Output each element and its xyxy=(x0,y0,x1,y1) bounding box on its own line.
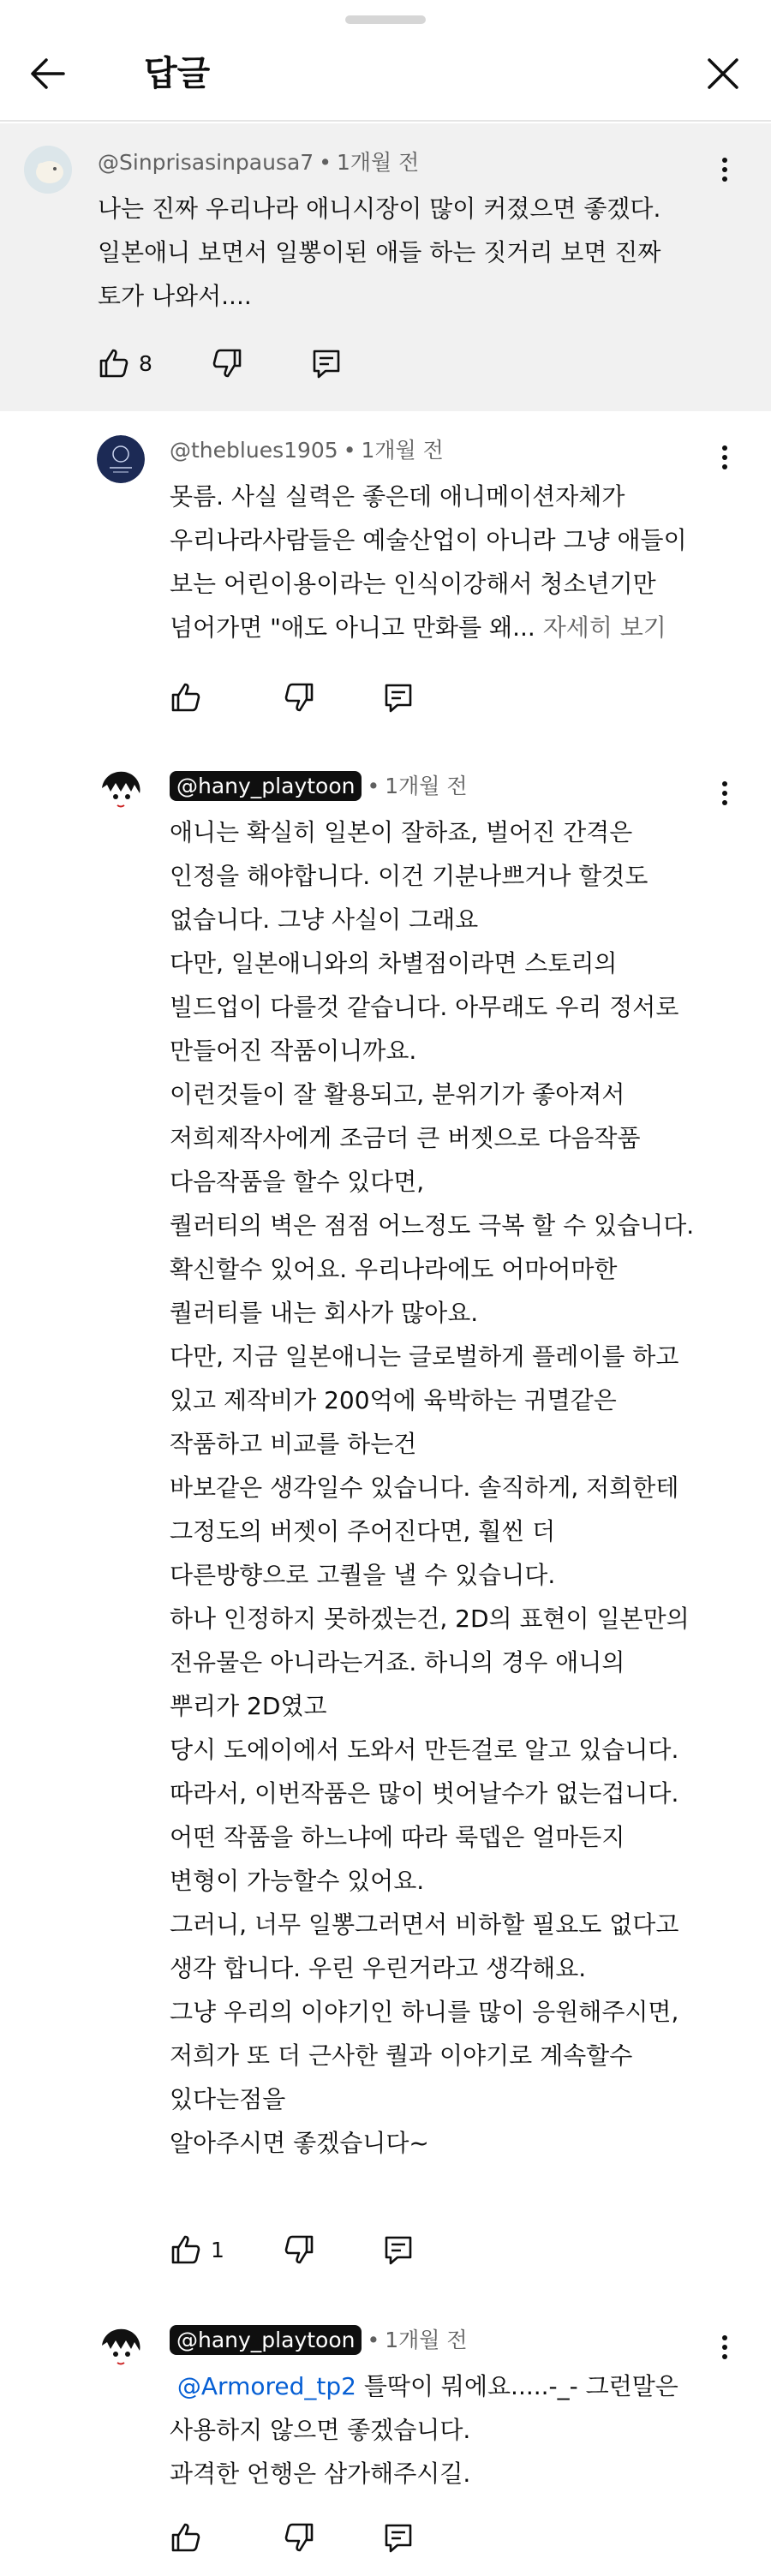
comment-line: 당시 도에이에서 도와서 만든걸로 알고 있습니다. xyxy=(170,1736,679,1764)
comment-line: 일본애니 보면서 일뽕이된 애들 하는 짓거리 보면 진짜 xyxy=(98,238,661,266)
thumb-down-icon xyxy=(283,2521,315,2554)
reply-icon xyxy=(382,681,415,714)
like-button[interactable] xyxy=(98,343,152,384)
reply-icon xyxy=(382,2233,415,2266)
dislike-button[interactable] xyxy=(283,677,315,718)
like-button[interactable] xyxy=(170,2229,224,2270)
comment-line: 있고 제작비가 200억에 육박하는 귀멸같은 xyxy=(170,1386,617,1414)
comment-line: 뿌리가 2D였고 xyxy=(170,1692,327,1720)
comment-line: 하나 인정하지 못하겠는건, 2D의 표현이 일본만의 xyxy=(170,1605,690,1633)
comment-line: 다만, 지금 일본애니는 글로벌하게 플레이를 하고 xyxy=(170,1342,679,1371)
avatar[interactable] xyxy=(97,766,145,814)
comment-text xyxy=(98,187,660,318)
comment-meta: @theblues1905 • 1개월 전 xyxy=(170,438,444,463)
comment-text xyxy=(170,810,694,2165)
comment-line: 다음작품을 할수 있다면, xyxy=(170,1168,425,1196)
thumb-down-icon xyxy=(283,2233,315,2266)
author-name[interactable]: @hany_playtoon xyxy=(170,771,362,801)
comment-line: 알아주시면 좋겠습니다~ xyxy=(170,2129,429,2157)
comment-line: 애니는 확실히 일본이 잘하죠, 벌어진 간격은 xyxy=(170,818,633,846)
like-count: 1 xyxy=(211,2237,224,2262)
comment-text xyxy=(170,2364,678,2495)
comment-line: 그정도의 버젯이 주어진다면, 훨씬 더 xyxy=(170,1517,556,1545)
like-button[interactable] xyxy=(170,677,211,718)
like-button[interactable] xyxy=(170,2517,211,2558)
thumb-up-icon xyxy=(170,2233,202,2266)
dislike-button[interactable] xyxy=(283,2229,315,2270)
comment-line: 어떤 작품을 하느냐에 따라 룩뎁은 얼마든지 xyxy=(170,1823,625,1851)
reply-comment xyxy=(0,754,771,2287)
comment-actions xyxy=(170,677,427,718)
comment-line: 따라서, 이번작품은 많이 벗어날수가 없는겁니다. xyxy=(170,1779,679,1808)
author-name[interactable]: @Sinprisasinpausa7 xyxy=(98,150,314,175)
comment-line: 다른방향으로 고퀄을 낼 수 있습니다. xyxy=(170,1561,556,1589)
comment-time: 1개월 전 xyxy=(385,2328,468,2352)
reply-button[interactable] xyxy=(310,343,343,384)
comment-line: 인정을 해야합니다. 이건 기분나쁘거나 할것도 xyxy=(170,862,648,890)
comment-meta: @hany_playtoon • 1개월 전 xyxy=(170,2325,468,2356)
reply-comment xyxy=(0,2304,771,2576)
comment-line: 전유물은 아니라는거죠. 하니의 경우 애니의 xyxy=(170,1648,625,1676)
comment-actions xyxy=(170,2517,427,2558)
comment-line: 다만, 일본애니와의 차별점이라면 스토리의 xyxy=(170,949,618,977)
comment-time: 1개월 전 xyxy=(361,438,444,463)
dislike-button[interactable] xyxy=(283,2517,315,2558)
comment-line: 저희제작사에게 조금더 큰 버젯으로 다음작품 xyxy=(170,1124,641,1152)
reply-button[interactable] xyxy=(382,677,415,718)
comment-line: 변형이 가능할수 있어요. xyxy=(170,1867,425,1895)
comment-line: 생각 합니다. 우린 우린거라고 생각해요. xyxy=(170,1954,587,1982)
like-count: 8 xyxy=(139,350,152,376)
more-vert-icon[interactable] xyxy=(708,152,742,187)
comment-line: 퀄러티의 벽은 점점 어느정도 극복 할 수 있습니다. xyxy=(170,1211,695,1240)
comment-time: 1개월 전 xyxy=(385,774,468,798)
page-title: 답글 xyxy=(144,54,211,93)
avatar[interactable] xyxy=(24,146,72,194)
comment-line: 없습니다. 그냥 사실이 그래요 xyxy=(170,905,479,934)
comment-line: 퀄러티를 내는 회사가 많아요. xyxy=(170,1299,479,1327)
author-name[interactable]: @theblues1905 xyxy=(170,438,338,463)
reply-icon xyxy=(382,2521,415,2554)
comment-line: 과격한 언행은 삼가해주시길. xyxy=(170,2459,471,2488)
comment-line: 저희가 또 더 근사한 퀄과 이야기로 계속할수 xyxy=(170,2041,633,2070)
read-more-link[interactable]: 자세히 보기 xyxy=(542,613,666,642)
comment-line: 바보같은 생각일수 있습니다. 솔직하게, 저희한테 xyxy=(170,1473,679,1502)
thumb-up-icon xyxy=(98,347,130,380)
comment-line: 그러니, 너무 일뽕그러면서 비하할 필요도 없다고 xyxy=(170,1910,679,1939)
comment-line: 나는 진짜 우리나라 애니시장이 많이 커졌으면 좋겠다. xyxy=(98,194,661,223)
thumb-up-icon xyxy=(170,681,202,714)
comment-meta: @Sinprisasinpausa7 • 1개월 전 xyxy=(98,150,420,175)
replies-header xyxy=(0,0,771,122)
thumb-up-icon xyxy=(170,2521,202,2554)
parent-comment xyxy=(0,123,771,411)
reply-button[interactable] xyxy=(382,2517,415,2558)
comment-line: 확신할수 있어요. 우리나라에도 어마어마한 xyxy=(170,1255,618,1283)
comment-line: 우리나라사람들은 예술산업이 아니라 그냥 애들이 xyxy=(170,526,687,554)
thumb-down-icon xyxy=(283,681,315,714)
comment-time: 1개월 전 xyxy=(336,150,420,175)
more-vert-icon[interactable] xyxy=(708,440,742,475)
comment-actions xyxy=(98,343,355,384)
comment-line: 있다는점을 xyxy=(170,2085,286,2113)
comment-line: 사용하지 않으면 좋겠습니다. xyxy=(170,2416,471,2444)
thumb-down-icon xyxy=(211,347,243,380)
comment-line: 못름. 사실 실력은 좋은데 애니메이션자체가 xyxy=(170,482,625,511)
mention-link[interactable]: @Armored_tp2 xyxy=(176,2372,356,2400)
author-name[interactable]: @hany_playtoon xyxy=(170,2325,362,2355)
comment-line: 작품하고 비교를 하는건 xyxy=(170,1430,417,1458)
close-icon[interactable] xyxy=(699,50,747,98)
avatar[interactable] xyxy=(97,2323,145,2371)
reply-button[interactable] xyxy=(382,2229,415,2270)
comment-line: 넘어가면 "애도 아니고 만화를 왜... xyxy=(170,613,535,642)
more-vert-icon[interactable] xyxy=(708,776,742,810)
back-arrow-icon[interactable] xyxy=(24,50,72,98)
comment-line: 빌드업이 다를것 같습니다. 아무래도 우리 정서로 xyxy=(170,993,679,1021)
comment-meta: @hany_playtoon • 1개월 전 xyxy=(170,771,468,802)
comment-text xyxy=(170,475,687,649)
dislike-button[interactable] xyxy=(211,343,243,384)
drag-handle[interactable] xyxy=(345,15,426,24)
comment-line: 이런것들이 잘 활용되고, 분위기가 좋아져서 xyxy=(170,1080,625,1109)
comment-line: 그냥 우리의 이야기인 하니를 많이 응원해주시면, xyxy=(170,1998,679,2026)
reply-icon xyxy=(310,347,343,380)
more-vert-icon[interactable] xyxy=(708,2330,742,2364)
comment-line: 틀딱이 뭐에요.....-_- 그런말은 xyxy=(356,2372,678,2400)
comment-line: 보는 어린이용이라는 인식이강해서 청소년기만 xyxy=(170,570,656,598)
comment-line: 토가 나와서.... xyxy=(98,282,252,310)
reply-comment xyxy=(0,411,771,737)
comment-line: 만들어진 작품이니까요. xyxy=(170,1037,417,1065)
avatar[interactable] xyxy=(97,435,145,483)
comment-actions xyxy=(170,2229,427,2270)
